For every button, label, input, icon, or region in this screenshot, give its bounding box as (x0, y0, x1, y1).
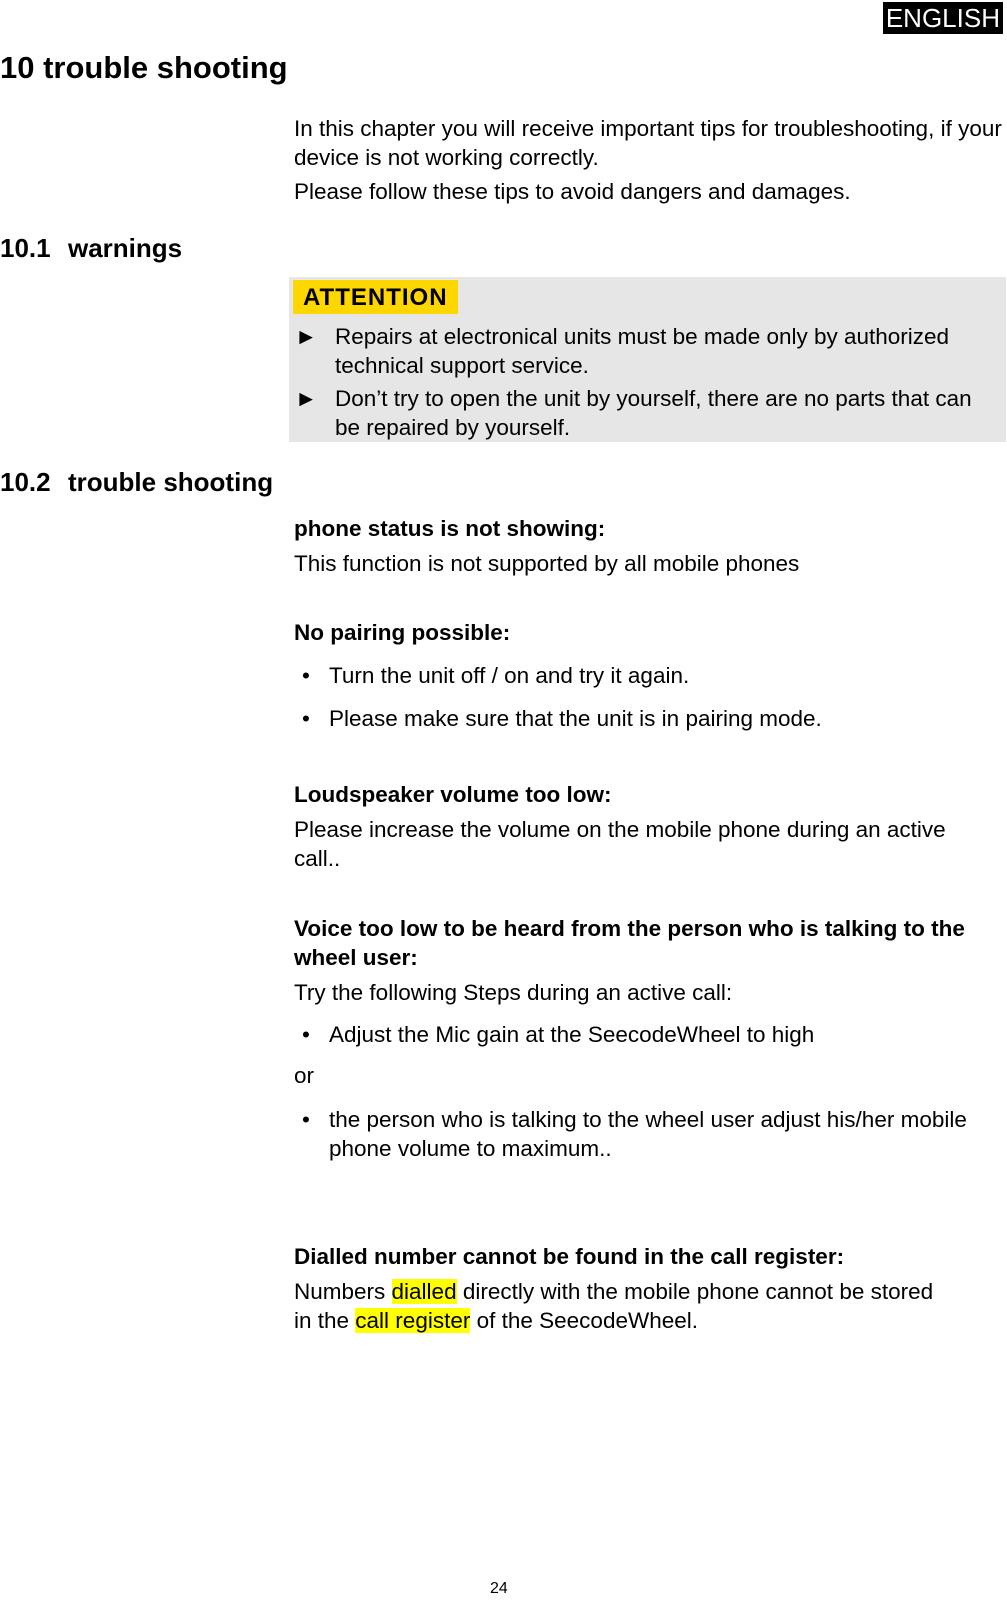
loudspeaker-text: Please increase the volume on the mobile phone during an active call.. (294, 817, 946, 871)
loudspeaker-heading: Loudspeaker volume too low: (294, 782, 612, 807)
voice-heading: Voice too low to be heard from the person who is talking to the wheel user: (294, 916, 965, 970)
section-number: 10.1 (0, 233, 51, 263)
warning-text: Repairs at electronical units must be made only by authorized technical support service. (335, 324, 950, 378)
section-number: 10.2 (0, 467, 51, 497)
attention-label: ATTENTION (293, 280, 458, 314)
section-heading-warnings (0, 233, 182, 264)
intro-paragraph-1: In this chapter you will receive important tips for troubleshooting, if your device is not working correctly. (294, 116, 1002, 170)
voice-block (294, 914, 1006, 1007)
pairing-heading: No pairing possible: (294, 620, 511, 645)
section-title: warnings (68, 233, 183, 263)
dialled-text-part: Numbers (294, 1279, 392, 1304)
list-item-text: the person who is talking to the wheel user adjust his/her mobile phone volume to maximum.. (329, 1107, 967, 1161)
list-item (294, 1105, 1006, 1163)
warning-item (295, 322, 1000, 380)
dialled-text-part: directly with the mobile phone cannot be stored in the (294, 1279, 934, 1333)
chapter-intro (294, 114, 1006, 206)
dialled-text (294, 1277, 944, 1335)
arrow-marker-icon: ► (295, 324, 318, 349)
highlighted-term: call register (355, 1308, 471, 1333)
bullet-icon: • (302, 1107, 310, 1132)
attention-box (289, 277, 1006, 442)
list-item (294, 661, 1006, 690)
loudspeaker-block (294, 780, 1006, 873)
intro-paragraph-2: Please follow these tips to avoid dangers and damages. (294, 179, 851, 204)
page-number: 24 (490, 1580, 508, 1597)
section-heading-trouble (0, 467, 273, 498)
chapter-title: 10 trouble shooting (0, 50, 288, 85)
phone-status-block (294, 514, 1006, 578)
language-badge: ENGLISH (883, 2, 1003, 34)
arrow-marker-icon: ► (295, 386, 318, 411)
section-title: trouble shooting (68, 467, 274, 497)
bullet-icon: • (302, 1022, 310, 1047)
phone-status-heading: phone status is not showing: (294, 516, 606, 541)
list-item-text: Turn the unit off / on and try it again. (329, 663, 690, 688)
highlighted-term: dialled (391, 1279, 457, 1304)
phone-status-text: This function is not supported by all mobile phones (294, 551, 800, 576)
bullet-icon: • (302, 706, 310, 731)
voice-intro: Try the following Steps during an active call: (294, 980, 733, 1005)
warning-text: Don’t try to open the unit by yourself, there are no parts that can be repaired by yourself. (335, 386, 972, 440)
bullet-icon: • (302, 663, 310, 688)
dialled-text-part: of the SeecodeWheel. (470, 1308, 698, 1333)
list-item-text: Please make sure that the unit is in pairing mode. (329, 706, 822, 731)
or-text: or (294, 1063, 315, 1088)
list-item-text: Adjust the Mic gain at the SeecodeWheel to high (329, 1022, 815, 1047)
dialled-block (294, 1242, 1006, 1335)
list-item (294, 704, 1006, 733)
list-item (294, 1020, 1006, 1049)
warning-item (295, 384, 1000, 442)
dialled-heading: Dialled number cannot be found in the call register: (294, 1244, 845, 1269)
